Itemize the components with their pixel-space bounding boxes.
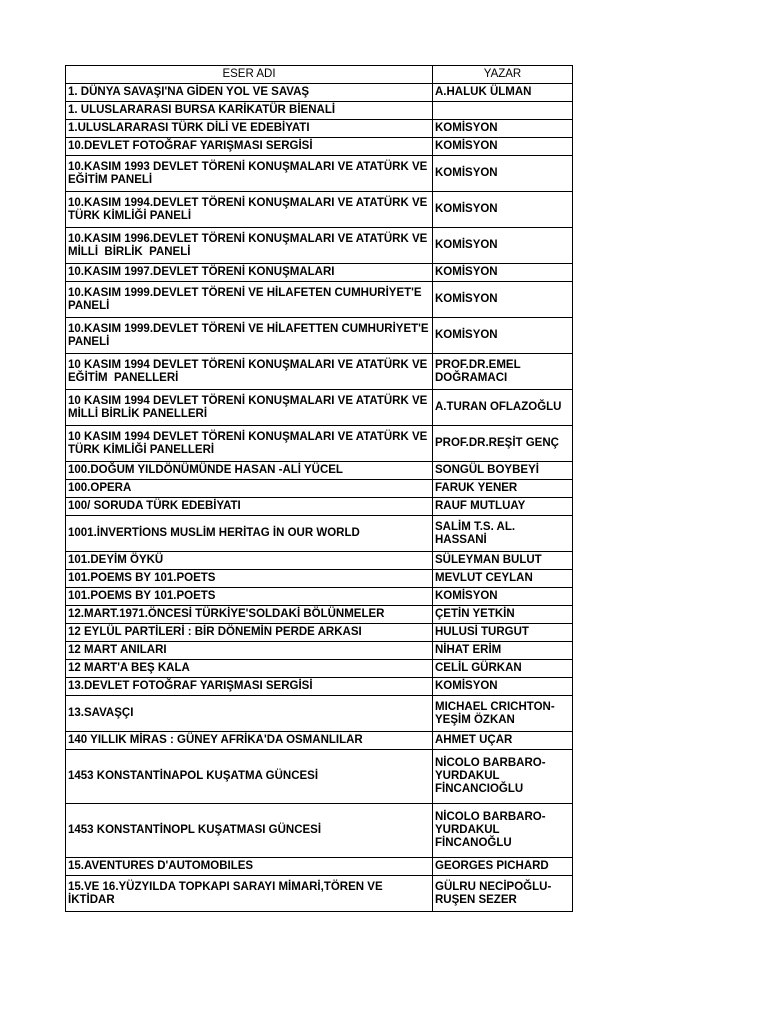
cell-author: KOMİSYON: [433, 678, 573, 696]
table-row: [66, 228, 573, 264]
cell-title: 15.VE 16.YÜZYILDA TOPKAPI SARAYI MİMARİ,TÖREN VE İKTİDAR: [66, 876, 433, 912]
table-row: [66, 552, 573, 570]
cell-title: 101.DEYİM ÖYKÜ: [66, 552, 433, 570]
cell-title: 1.ULUSLARARASI TÜRK DİLİ VE EDEBİYATI: [66, 120, 433, 138]
books-table: [65, 65, 573, 912]
cell-author: NİCOLO BARBARO-YURDAKUL FİNCANCIOĞLU: [433, 750, 573, 804]
cell-author: MICHAEL CRICHTON-YEŞİM ÖZKAN: [433, 696, 573, 732]
cell-title: 10.KASIM 1999.DEVLET TÖRENİ VE HİLAFETEN CUMHURİYET'E PANELİ: [66, 282, 433, 318]
table-row: [66, 570, 573, 588]
cell-title: 100.DOĞUM YILDÖNÜMÜNDE HASAN -ALİ YÜCEL: [66, 462, 433, 480]
cell-author: KOMİSYON: [433, 264, 573, 282]
cell-author: SÜLEYMAN BULUT: [433, 552, 573, 570]
table-row: [66, 858, 573, 876]
cell-author: GEORGES PICHARD: [433, 858, 573, 876]
cell-title: 10 KASIM 1994 DEVLET TÖRENİ KONUŞMALARI VE ATATÜRK VE TÜRK KİMLİĞİ PANELLERİ: [66, 426, 433, 462]
cell-title: 10.KASIM 1996.DEVLET TÖRENİ KONUŞMALARI VE ATATÜRK VE MİLLİ BİRLİK PANELİ: [66, 228, 433, 264]
cell-author: KOMİSYON: [433, 138, 573, 156]
table-row: [66, 804, 573, 858]
cell-title: 1453 KONSTANTİNOPL KUŞATMASI GÜNCESİ: [66, 804, 433, 858]
cell-title: 12 EYLÜL PARTİLERİ : BİR DÖNEMİN PERDE ARKASI: [66, 624, 433, 642]
cell-title: 100/ SORUDA TÜRK EDEBİYATI: [66, 498, 433, 516]
cell-author: FARUK YENER: [433, 480, 573, 498]
cell-title: 140 YILLIK MİRAS : GÜNEY AFRİKA'DA OSMANLILAR: [66, 732, 433, 750]
table-row: [66, 750, 573, 804]
cell-author: GÜLRU NECİPOĞLU-RUŞEN SEZER: [433, 876, 573, 912]
table-row: [66, 120, 573, 138]
cell-title: 10.KASIM 1997.DEVLET TÖRENİ KONUŞMALARI: [66, 264, 433, 282]
table-row: [66, 390, 573, 426]
column-header-title: ESER ADI: [66, 66, 433, 84]
table-row: [66, 354, 573, 390]
table-row: [66, 480, 573, 498]
table-row: [66, 498, 573, 516]
cell-author: [433, 102, 573, 120]
cell-title: 15.AVENTURES D'AUTOMOBILES: [66, 858, 433, 876]
cell-title: 10.KASIM 1994.DEVLET TÖRENİ KONUŞMALARI VE ATATÜRK VE TÜRK KİMLİĞİ PANELİ: [66, 192, 433, 228]
cell-title: 10.DEVLET FOTOĞRAF YARIŞMASI SERGİSİ: [66, 138, 433, 156]
cell-title: 12.MART.1971.ÖNCESİ TÜRKİYE'SOLDAKİ BÖLÜNMELER: [66, 606, 433, 624]
cell-author: A.HALUK ÜLMAN: [433, 84, 573, 102]
table-row: [66, 696, 573, 732]
cell-title: 1. ULUSLARARASI BURSA KARİKATÜR BİENALİ: [66, 102, 433, 120]
cell-author: NİHAT ERİM: [433, 642, 573, 660]
cell-author: AHMET UÇAR: [433, 732, 573, 750]
cell-title: 101.POEMS BY 101.POETS: [66, 570, 433, 588]
cell-author: PROF.DR.EMEL DOĞRAMACI: [433, 354, 573, 390]
cell-author: MEVLUT CEYLAN: [433, 570, 573, 588]
table-row: [66, 84, 573, 102]
cell-title: 101.POEMS BY 101.POETS: [66, 588, 433, 606]
cell-title: 10 KASIM 1994 DEVLET TÖRENİ KONUŞMALARI VE ATATÜRK VE EĞİTİM PANELLERİ: [66, 354, 433, 390]
cell-author: NİCOLO BARBARO-YURDAKUL FİNCANOĞLU: [433, 804, 573, 858]
cell-author: HULUSİ TURGUT: [433, 624, 573, 642]
cell-title: 13.SAVAŞÇI: [66, 696, 433, 732]
cell-title: 10.KASIM 1993 DEVLET TÖRENİ KONUŞMALARI VE ATATÜRK VE EĞİTİM PANELİ: [66, 156, 433, 192]
table-row: [66, 678, 573, 696]
cell-title: 12 MART'A BEŞ KALA: [66, 660, 433, 678]
table-row: [66, 606, 573, 624]
table-row: [66, 282, 573, 318]
table-row: [66, 642, 573, 660]
table-row: [66, 516, 573, 552]
cell-title: 13.DEVLET FOTOĞRAF YARIŞMASI SERGİSİ: [66, 678, 433, 696]
cell-author: KOMİSYON: [433, 282, 573, 318]
cell-author: KOMİSYON: [433, 156, 573, 192]
cell-title: 12 MART ANILARI: [66, 642, 433, 660]
header-row: [66, 66, 573, 84]
cell-title: 10 KASIM 1994 DEVLET TÖRENİ KONUŞMALARI VE ATATÜRK VE MİLLİ BİRLİK PANELLERİ: [66, 390, 433, 426]
table-row: [66, 624, 573, 642]
cell-author: CELİL GÜRKAN: [433, 660, 573, 678]
cell-author: SONGÜL BOYBEYİ: [433, 462, 573, 480]
cell-title: 1453 KONSTANTİNAPOL KUŞATMA GÜNCESİ: [66, 750, 433, 804]
cell-author: RAUF MUTLUAY: [433, 498, 573, 516]
table-row: [66, 138, 573, 156]
table-row: [66, 876, 573, 912]
table-row: [66, 732, 573, 750]
cell-author: KOMİSYON: [433, 228, 573, 264]
cell-author: KOMİSYON: [433, 120, 573, 138]
cell-author: KOMİSYON: [433, 318, 573, 354]
table-row: [66, 156, 573, 192]
cell-author: ÇETİN YETKİN: [433, 606, 573, 624]
table-row: [66, 462, 573, 480]
table-row: [66, 426, 573, 462]
table-row: [66, 102, 573, 120]
cell-author: KOMİSYON: [433, 588, 573, 606]
cell-author: SALİM T.S. AL. HASSANİ: [433, 516, 573, 552]
cell-title: 1. DÜNYA SAVAŞI'NA GİDEN YOL VE SAVAŞ: [66, 84, 433, 102]
table-row: [66, 264, 573, 282]
table-row: [66, 318, 573, 354]
table-row: [66, 192, 573, 228]
column-header-author: YAZAR: [433, 66, 573, 84]
cell-author: KOMİSYON: [433, 192, 573, 228]
table-row: [66, 588, 573, 606]
cell-title: 1001.İNVERTİONS MUSLİM HERİTAG İN OUR WORLD: [66, 516, 433, 552]
cell-title: 100.OPERA: [66, 480, 433, 498]
cell-author: PROF.DR.REŞİT GENÇ: [433, 426, 573, 462]
cell-author: A.TURAN OFLAZOĞLU: [433, 390, 573, 426]
cell-title: 10.KASIM 1999.DEVLET TÖRENİ VE HİLAFETTEN CUMHURİYET'E PANELİ: [66, 318, 433, 354]
table-row: [66, 660, 573, 678]
